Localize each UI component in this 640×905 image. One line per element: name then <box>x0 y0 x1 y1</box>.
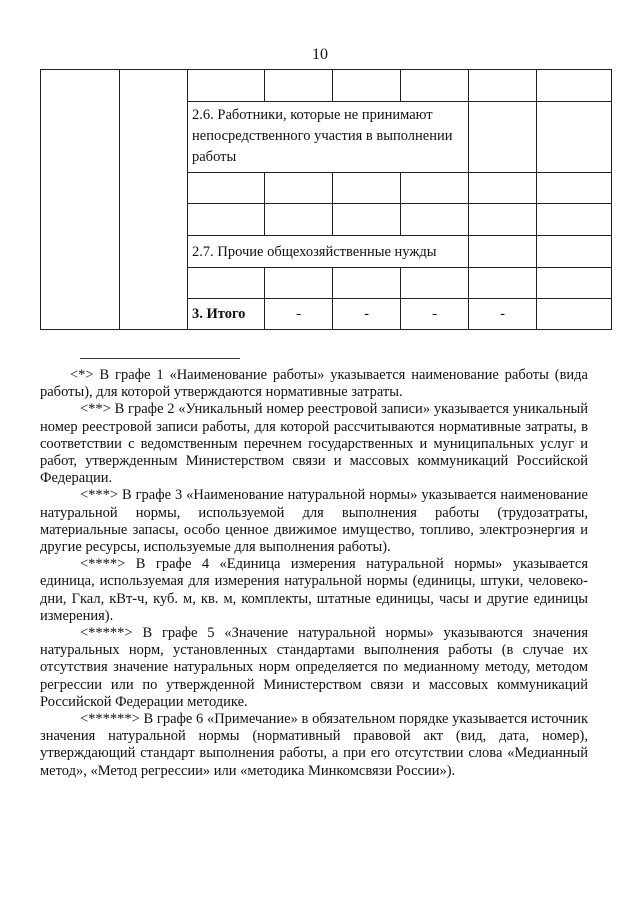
table-cell <box>469 204 537 236</box>
table-cell <box>41 70 120 330</box>
table-cell <box>469 70 537 102</box>
footnotes <box>40 367 588 780</box>
footnote-4: <****> В графе 4 «Единица измерения натуральной нормы» указывается единица, используемая для измерения натуральной нормы (единицы, штуки, человеко-дни, Гкал, кВт-ч, куб. м, кв. м, комплекты, штатные единицы, часы и другие единицы измерения). <box>40 556 588 624</box>
table-cell <box>188 268 265 299</box>
total-value: - <box>401 299 469 330</box>
table-cell <box>537 173 612 204</box>
total-label: 3. Итого <box>192 305 246 322</box>
table-cell <box>537 204 612 236</box>
table-cell <box>265 268 333 299</box>
table-cell <box>537 299 612 330</box>
table-cell <box>188 236 469 268</box>
footnote-3: <***> В графе 3 «Наименование натуральной нормы» указывается наименование натуральной нормы, используемой для выполнения работы (трудозатраты, материальные запасы, особо ценное движимое имущество, топливо, электроэнергия и другие ресурсы, используемые для выполнения работы). <box>40 487 588 556</box>
table-cell <box>537 268 612 299</box>
table-cell <box>469 173 537 204</box>
table-row <box>41 70 612 102</box>
table-cell <box>401 268 469 299</box>
footnote-separator <box>80 358 240 359</box>
total-value: - <box>265 299 333 330</box>
table-cell <box>188 299 265 330</box>
table-cell <box>188 102 469 173</box>
footnote-1: <*> В графе 1 «Наименование работы» указывается наименование работы (вида работы), для которой утверждаются нормативные затраты. <box>40 367 588 401</box>
row-2-6-label: 2.6. Работники, которые не принимают непосредственного участия в выполнении работы <box>192 107 453 165</box>
norms-table <box>40 69 612 330</box>
table-cell <box>401 70 469 102</box>
table-cell <box>333 173 401 204</box>
table-cell <box>333 268 401 299</box>
table-cell <box>333 70 401 102</box>
table-cell <box>537 70 612 102</box>
table-cell <box>188 70 265 102</box>
table-cell <box>265 173 333 204</box>
table-cell <box>120 70 188 330</box>
footnote-2: <**> В графе 2 «Уникальный номер реестровой записи» указывается уникальный номер реестровой записи работы, для которой рассчитываются нормативные затраты, в соответствии с ведомственным перечнем государственных и муниципальных услуг и работ, утвержденным Министерством связи и массовых коммуникаций Российской Федерации. <box>40 401 588 487</box>
total-value: - <box>469 299 537 330</box>
table-cell <box>188 204 265 236</box>
table-cell <box>265 204 333 236</box>
table-cell <box>537 102 612 173</box>
table-cell <box>537 236 612 268</box>
row-2-7-label: 2.7. Прочие общехозяйственные нужды <box>192 244 437 260</box>
table-cell <box>401 204 469 236</box>
table-cell <box>469 268 537 299</box>
table-cell <box>469 236 537 268</box>
table-cell <box>265 70 333 102</box>
table-cell <box>401 173 469 204</box>
total-value: - <box>333 299 401 330</box>
table-cell <box>188 173 265 204</box>
footnote-5: <*****> В графе 5 «Значение натуральной нормы» указываются значения натуральных норм, установленных стандартами выполнения работы (в случае их отсутствия значение натуральных норм определяется по медианному методу, методом регрессии или по утвержденной Министерством связи и массовых коммуникаций Российской Федерации методике. <box>40 625 588 710</box>
table-cell <box>333 204 401 236</box>
table-cell <box>469 102 537 173</box>
page-number: 10 <box>312 46 328 63</box>
footnote-6: <******> В графе 6 «Примечание» в обязательном порядке указывается источник значения натуральной нормы (нормативный правовой акт (вид, дата, номер), утверждающий стандарт выполнения работы, а при его отсутствии слова «Медианный метод», «Метод регрессии» или «методика Минкомсвязи России»). <box>40 711 588 779</box>
